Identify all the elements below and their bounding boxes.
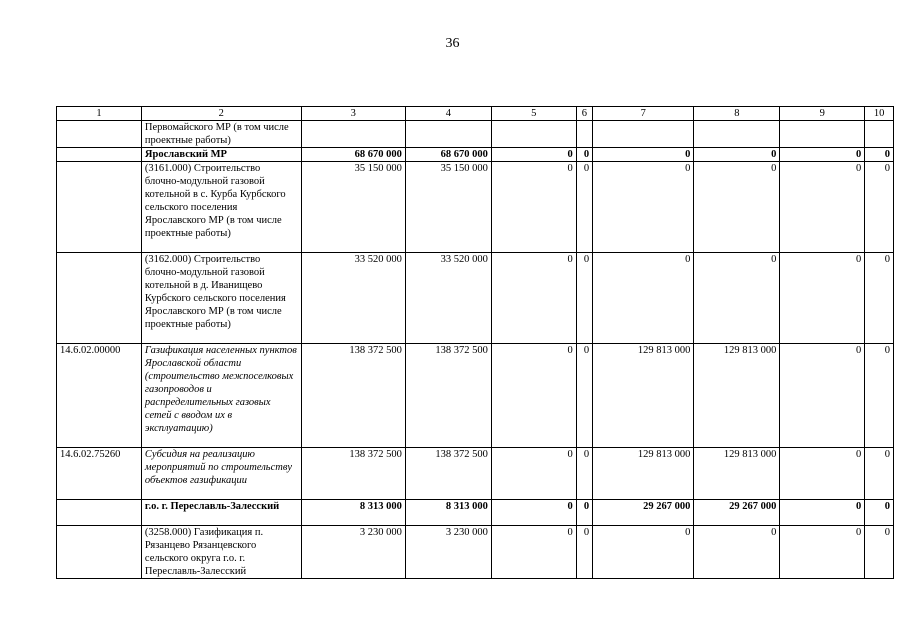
row-value-col7: [593, 121, 694, 148]
row-value-col10: 0: [865, 526, 894, 579]
row-name: (3161.000) Строительство блочно-модульной газовой котельной в с. Курба Курбского сельского поселения Ярославского МР (в том числе проектные работы): [141, 162, 301, 253]
row-value-col9: 0: [780, 526, 865, 579]
row-code: 14.6.02.00000: [57, 344, 142, 448]
row-code: [57, 526, 142, 579]
table-row: [57, 121, 894, 148]
table-row: [57, 448, 894, 500]
row-value-col7: 0: [593, 253, 694, 344]
row-value-col5: 0: [491, 448, 576, 500]
row-value-col5: 0: [491, 162, 576, 253]
row-value-col7: 0: [593, 162, 694, 253]
row-value-col3: 35 150 000: [301, 162, 405, 253]
table-row: [57, 162, 894, 253]
row-code: [57, 148, 142, 162]
row-name: Ярославский МР: [141, 148, 301, 162]
row-name: (3258.000) Газификация п. Рязанцево Рязанцевского сельского округа г.о. г. Переславль-Залесский: [141, 526, 301, 579]
row-code: [57, 121, 142, 148]
row-value-col4: 33 520 000: [405, 253, 491, 344]
row-value-col7: 129 813 000: [593, 344, 694, 448]
row-value-col8: 29 267 000: [694, 500, 780, 526]
row-name: Субсидия на реализацию мероприятий по строительству объектов газификации: [141, 448, 301, 500]
row-name: Газификация населенных пунктов Ярославской области (строительство межпоселковых газопроводов и распределительных газовых сетей с вводом их в эксплуатацию): [141, 344, 301, 448]
row-code: [57, 253, 142, 344]
row-value-col6: 0: [576, 448, 592, 500]
row-value-col6: 0: [576, 253, 592, 344]
row-value-col6: 0: [576, 344, 592, 448]
page-number: 36: [445, 36, 460, 51]
row-value-col7: 0: [593, 148, 694, 162]
row-value-col10: 0: [865, 500, 894, 526]
row-value-col3: 3 230 000: [301, 526, 405, 579]
table-row: [57, 148, 894, 162]
column-number-row: [57, 107, 894, 121]
row-value-col9: 0: [780, 253, 865, 344]
column-number: 3: [301, 107, 405, 121]
row-value-col6: 0: [576, 162, 592, 253]
row-name: Первомайского МР (в том числе проектные работы): [141, 121, 301, 148]
row-value-col10: 0: [865, 162, 894, 253]
row-value-col6: 0: [576, 526, 592, 579]
row-value-col5: 0: [491, 344, 576, 448]
row-value-col5: 0: [491, 148, 576, 162]
row-value-col8: [694, 121, 780, 148]
row-value-col9: 0: [780, 162, 865, 253]
row-value-col8: 0: [694, 253, 780, 344]
row-value-col10: 0: [865, 448, 894, 500]
column-number: 4: [405, 107, 491, 121]
row-code: [57, 162, 142, 253]
row-value-col5: 0: [491, 253, 576, 344]
column-number: 9: [780, 107, 865, 121]
row-value-col8: 0: [694, 148, 780, 162]
row-value-col3: 8 313 000: [301, 500, 405, 526]
row-value-col10: 0: [865, 148, 894, 162]
row-value-col6: [576, 121, 592, 148]
row-value-col4: 68 670 000: [405, 148, 491, 162]
row-name: (3162.000) Строительство блочно-модульной газовой котельной в д. Иванищево Курбского сельского поселения Ярославского МР (в том числе проектные работы): [141, 253, 301, 344]
row-value-col10: 0: [865, 253, 894, 344]
row-value-col3: 138 372 500: [301, 344, 405, 448]
row-value-col5: 0: [491, 500, 576, 526]
row-value-col9: 0: [780, 500, 865, 526]
column-number: 8: [694, 107, 780, 121]
row-value-col8: 0: [694, 162, 780, 253]
row-value-col3: 68 670 000: [301, 148, 405, 162]
row-value-col4: [405, 121, 491, 148]
row-code: 14.6.02.75260: [57, 448, 142, 500]
row-value-col8: 0: [694, 526, 780, 579]
table-row: [57, 344, 894, 448]
table-row: [57, 500, 894, 526]
row-value-col5: 0: [491, 526, 576, 579]
column-number: 10: [865, 107, 894, 121]
budget-table: [56, 106, 894, 579]
row-value-col8: 129 813 000: [694, 344, 780, 448]
row-value-col6: 0: [576, 500, 592, 526]
row-value-col3: 33 520 000: [301, 253, 405, 344]
row-value-col7: 0: [593, 526, 694, 579]
column-number: 6: [576, 107, 592, 121]
row-value-col9: [780, 121, 865, 148]
row-code: [57, 500, 142, 526]
column-number: 7: [593, 107, 694, 121]
table-row: [57, 253, 894, 344]
row-name: г.о. г. Переславль-Залесский: [141, 500, 301, 526]
row-value-col10: [865, 121, 894, 148]
row-value-col4: 8 313 000: [405, 500, 491, 526]
row-value-col9: 0: [780, 148, 865, 162]
column-number: 2: [141, 107, 301, 121]
row-value-col10: 0: [865, 344, 894, 448]
row-value-col4: 138 372 500: [405, 344, 491, 448]
row-value-col4: 35 150 000: [405, 162, 491, 253]
row-value-col4: 138 372 500: [405, 448, 491, 500]
column-number: 5: [491, 107, 576, 121]
row-value-col6: 0: [576, 148, 592, 162]
column-number: 1: [57, 107, 142, 121]
row-value-col5: [491, 121, 576, 148]
row-value-col4: 3 230 000: [405, 526, 491, 579]
row-value-col9: 0: [780, 448, 865, 500]
row-value-col7: 129 813 000: [593, 448, 694, 500]
row-value-col3: [301, 121, 405, 148]
table-row: [57, 526, 894, 579]
row-value-col8: 129 813 000: [694, 448, 780, 500]
row-value-col7: 29 267 000: [593, 500, 694, 526]
row-value-col9: 0: [780, 344, 865, 448]
row-value-col3: 138 372 500: [301, 448, 405, 500]
